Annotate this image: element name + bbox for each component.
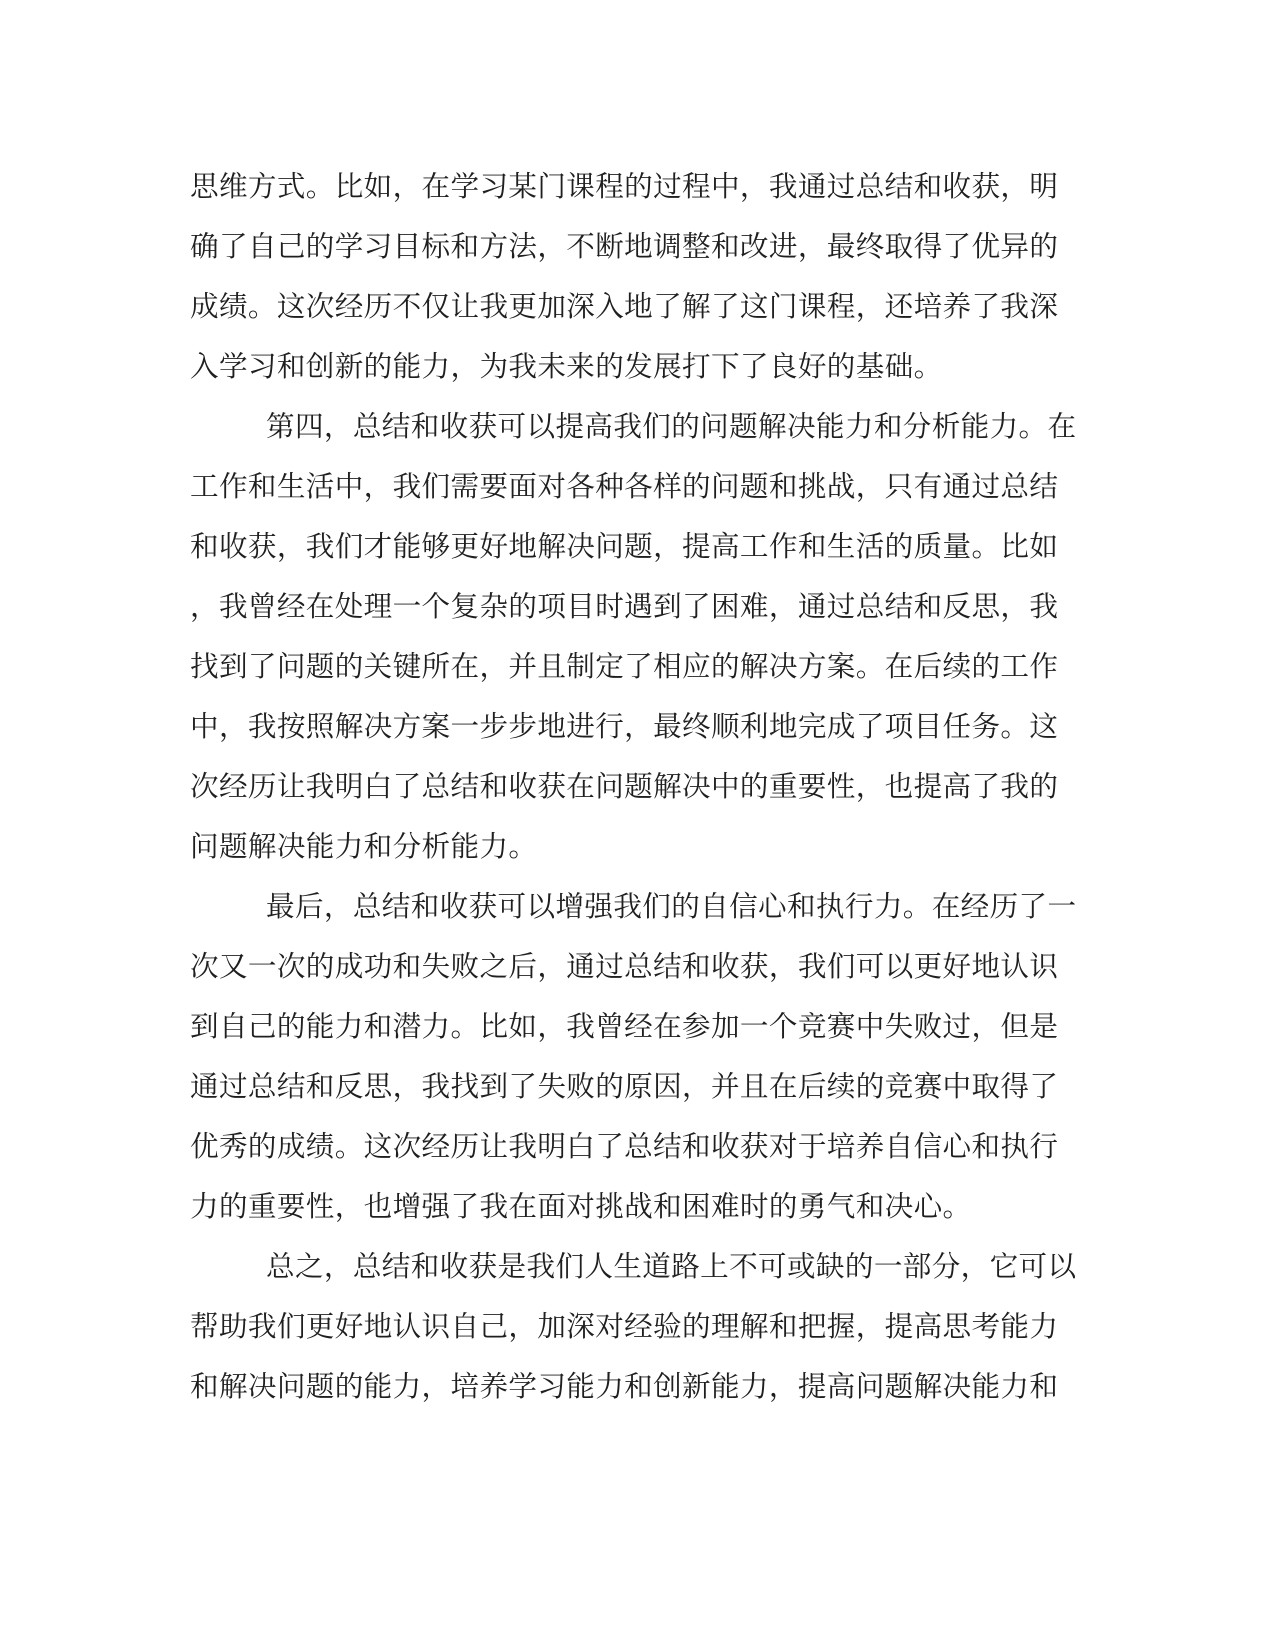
text-line: 到自己的能力和潜力。比如，我曾经在参加一个竞赛中失败过，但是 xyxy=(190,1009,1059,1043)
text-line: 成绩。这次经历不仅让我更加深入地了解了这门课程，还培养了我深 xyxy=(190,289,1059,323)
text-line: 和收获，我们才能够更好地解决问题，提高工作和生活的质量。比如 xyxy=(190,529,1059,563)
text-line: 力的重要性，也增强了我在面对挑战和困难时的勇气和决心。 xyxy=(190,1189,972,1223)
text-line: 帮助我们更好地认识自己，加深对经验的理解和把握，提高思考能力 xyxy=(190,1309,1059,1343)
text-line: 通过总结和反思，我找到了失败的原因，并且在后续的竞赛中取得了 xyxy=(190,1069,1059,1103)
text-line: 中，我按照解决方案一步步地进行，最终顺利地完成了项目任务。这 xyxy=(190,709,1059,743)
body-text xyxy=(190,156,1077,1416)
paragraph-first-line: 最后，总结和收获可以增强我们的自信心和执行力。在经历了一 xyxy=(266,889,1077,923)
text-line: ，我曾经在处理一个复杂的项目时遇到了困难，通过总结和反思，我 xyxy=(190,589,1059,623)
text-line: 优秀的成绩。这次经历让我明白了总结和收获对于培养自信心和执行 xyxy=(190,1129,1059,1163)
text-line: 确了自己的学习目标和方法，不断地调整和改进，最终取得了优异的 xyxy=(190,229,1059,263)
text-line: 问题解决能力和分析能力。 xyxy=(190,829,538,863)
text-line: 入学习和创新的能力，为我未来的发展打下了良好的基础。 xyxy=(190,349,943,383)
text-line: 次又一次的成功和失败之后，通过总结和收获，我们可以更好地认识 xyxy=(190,949,1059,983)
paragraph-first-line: 第四，总结和收获可以提高我们的问题解决能力和分析能力。在 xyxy=(266,409,1077,443)
text-line: 和解决问题的能力，培养学习能力和创新能力，提高问题解决能力和 xyxy=(190,1369,1059,1403)
text-line: 思维方式。比如，在学习某门课程的过程中，我通过总结和收获，明 xyxy=(190,169,1059,203)
text-line: 找到了问题的关键所在，并且制定了相应的解决方案。在后续的工作 xyxy=(190,649,1059,683)
text-line: 次经历让我明白了总结和收获在问题解决中的重要性，也提高了我的 xyxy=(190,769,1059,803)
text-line: 工作和生活中，我们需要面对各种各样的问题和挑战，只有通过总结 xyxy=(190,469,1059,503)
paragraph-first-line: 总之，总结和收获是我们人生道路上不可或缺的一部分，它可以 xyxy=(266,1249,1077,1283)
